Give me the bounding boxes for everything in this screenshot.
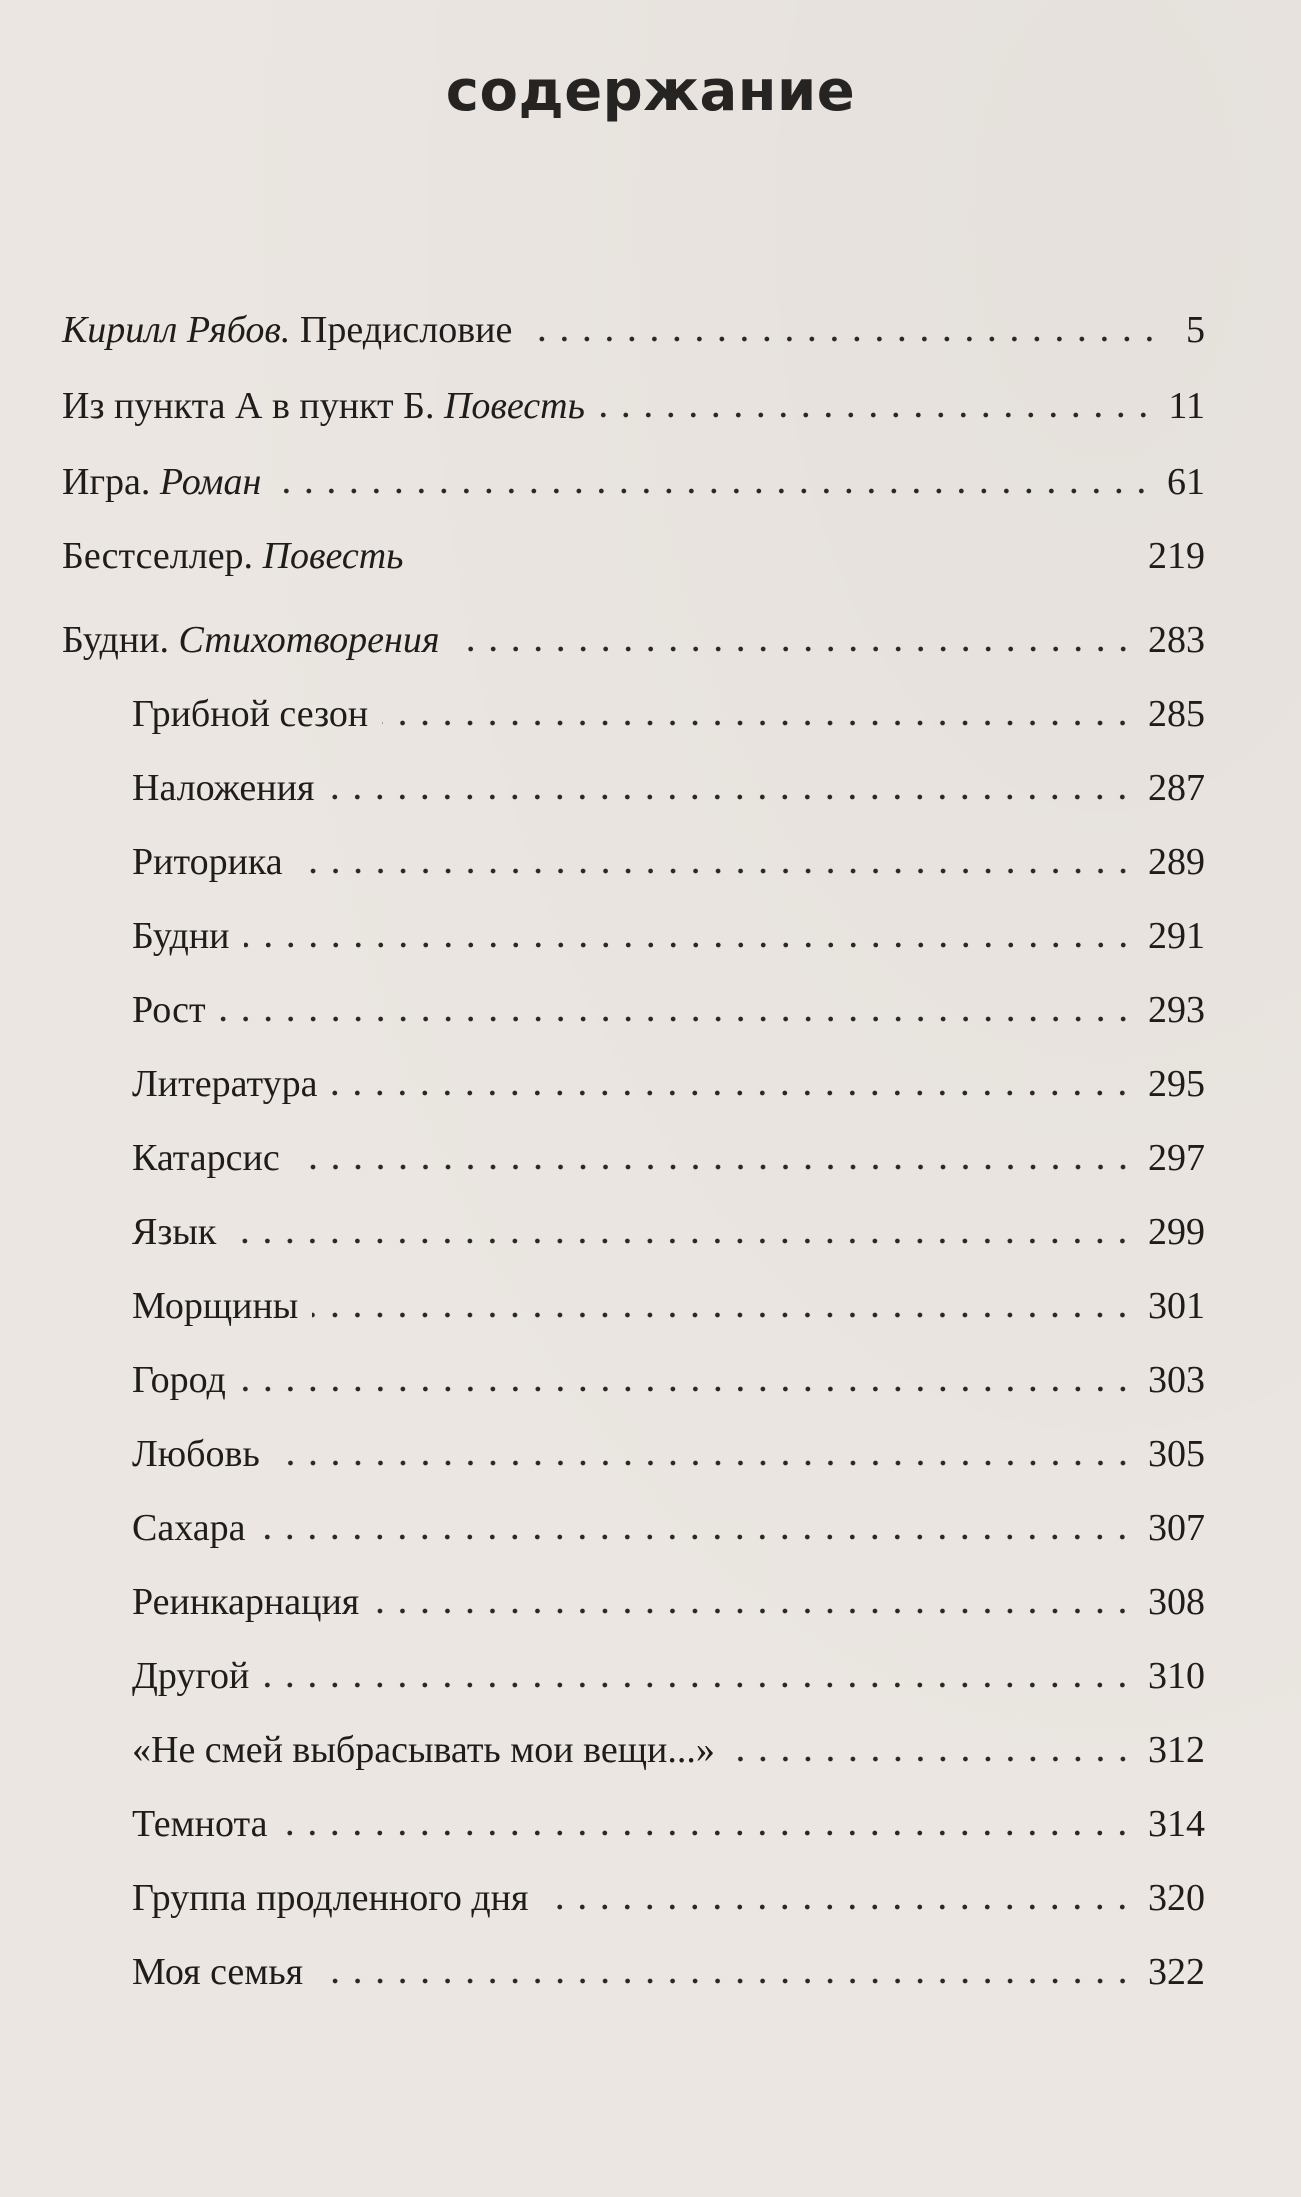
- toc-entry-page: 301: [1148, 1285, 1205, 1327]
- toc-entry-text: [62, 530, 403, 582]
- toc-entry-title: Любовь: [132, 1433, 260, 1475]
- toc-entry-page: 283: [1148, 619, 1205, 661]
- dot-leader: [244, 942, 1135, 948]
- toc-entry-title: Грибной сезон: [132, 693, 369, 735]
- toc-entry-title: Темнота: [132, 1803, 268, 1845]
- toc-entry-title: Группа продленного дня: [132, 1877, 529, 1919]
- toc-entry-page: 320: [1148, 1877, 1205, 1919]
- toc-entry: [62, 530, 1205, 582]
- toc-entry-page: 310: [1148, 1655, 1205, 1697]
- toc-entry: [132, 762, 1205, 814]
- toc-entry: [132, 1280, 1205, 1332]
- toc-entry-text: [62, 456, 261, 508]
- toc-entry-page: 312: [1148, 1729, 1205, 1771]
- toc-entry: [132, 1502, 1205, 1554]
- dot-leader: [220, 1016, 1134, 1022]
- dot-leader: [382, 720, 1134, 726]
- toc-entry: [132, 984, 1205, 1036]
- toc-entry: [132, 1798, 1205, 1850]
- toc-entry-title: Другой: [132, 1655, 250, 1697]
- toc-entry-title: Предисловие: [290, 309, 513, 351]
- dot-leader: [275, 488, 1153, 494]
- toc-entry-genre: Стихотворения: [169, 619, 440, 661]
- toc-entry-genre: Роман: [150, 461, 262, 503]
- toc-entry-text: [62, 380, 585, 432]
- dot-leader: [328, 794, 1134, 800]
- toc-entry-page: 11: [1168, 385, 1205, 427]
- dot-leader: [274, 1460, 1134, 1466]
- toc-entry: [62, 614, 1205, 666]
- dot-leader: [259, 1534, 1134, 1540]
- toc-entry: [62, 380, 1205, 432]
- toc-entry-title: Из пункта А в пункт Б.: [62, 385, 435, 427]
- toc-entry-title: Рост: [132, 989, 206, 1031]
- toc-entry: [132, 1724, 1205, 1776]
- dot-leader: [599, 412, 1155, 418]
- toc-entry-title: Реинкарнация: [132, 1581, 360, 1623]
- dot-leader: [317, 1978, 1134, 1984]
- toc-entry: [132, 1946, 1205, 1998]
- dot-leader: [294, 1164, 1134, 1170]
- toc-entry-title: Сахара: [132, 1507, 246, 1549]
- toc-entry-text: [62, 304, 512, 356]
- toc-entry-title: Катарсис: [132, 1137, 280, 1179]
- toc-entry-page: 299: [1148, 1211, 1205, 1253]
- toc-entry-title: Игра.: [62, 461, 151, 503]
- toc-entry-title: Город: [132, 1359, 226, 1401]
- dot-leader: [297, 868, 1134, 874]
- toc-entry-page: 61: [1167, 461, 1205, 503]
- toc-entry: [62, 456, 1205, 508]
- toc-entry-page: 303: [1148, 1359, 1205, 1401]
- toc-entry-title: Бестселлер.: [62, 535, 254, 577]
- toc-entry-title: Язык: [132, 1211, 217, 1253]
- toc-entry-page: 322: [1148, 1951, 1205, 1993]
- toc-entry: [132, 1058, 1205, 1110]
- toc-entry-title: Наложения: [132, 767, 315, 809]
- toc-entry-text: [62, 614, 440, 666]
- toc-entry-page: 308: [1148, 1581, 1205, 1623]
- toc-entry-page: 285: [1148, 693, 1205, 735]
- dot-leader: [454, 646, 1134, 652]
- dot-leader: [230, 1238, 1134, 1244]
- toc-entry-page: 289: [1148, 841, 1205, 883]
- toc-entry-title: Морщины: [132, 1285, 299, 1327]
- toc-entry-title: Литература: [132, 1063, 318, 1105]
- toc-entry: [132, 1206, 1205, 1258]
- toc-entry-title: «Не смей выбрасывать мои вещи...»: [132, 1729, 715, 1771]
- toc-entry-title: Моя семья: [132, 1951, 304, 1993]
- toc-entry: [132, 1650, 1205, 1702]
- toc-entry-title: Будни: [132, 915, 230, 957]
- dot-leader: [240, 1386, 1134, 1392]
- toc-entry: [132, 1354, 1205, 1406]
- dot-leader: [312, 1312, 1134, 1318]
- toc-entry-page: 314: [1148, 1803, 1205, 1845]
- toc-entry-page: 291: [1148, 915, 1205, 957]
- dot-leader: [263, 1682, 1134, 1688]
- toc-entry: [132, 1576, 1205, 1628]
- toc-entry: [132, 688, 1205, 740]
- toc-entry-page: 5: [1186, 309, 1205, 351]
- toc-entry: [132, 910, 1205, 962]
- toc-entry-page: 219: [1148, 535, 1205, 577]
- toc-entry-page: 287: [1148, 767, 1205, 809]
- toc-entry-page: 297: [1148, 1137, 1205, 1179]
- toc-entry: [132, 1132, 1205, 1184]
- toc-entry-page: 295: [1148, 1063, 1205, 1105]
- page-title: содержание: [445, 59, 856, 124]
- dot-leader: [526, 336, 1161, 342]
- toc-entry-page: 293: [1148, 989, 1205, 1031]
- toc-entry-genre: Повесть: [434, 385, 585, 427]
- dot-leader: [729, 1756, 1134, 1762]
- toc-entry-genre: Повесть: [253, 535, 404, 577]
- toc-entry: [132, 836, 1205, 888]
- dot-leader: [542, 1904, 1134, 1910]
- toc-entry-title: Риторика: [132, 841, 283, 883]
- toc-entry-title: Будни.: [62, 619, 169, 661]
- toc-entry: [132, 1872, 1205, 1924]
- toc-entry: [132, 1428, 1205, 1480]
- dot-leader: [281, 1830, 1134, 1836]
- dot-leader: [331, 1090, 1134, 1096]
- toc-entry: [62, 304, 1205, 356]
- toc-entry-page: 305: [1148, 1433, 1205, 1475]
- toc-entry-page: 307: [1148, 1507, 1205, 1549]
- toc-entry-author: Кирилл Рябов.: [62, 309, 291, 351]
- dot-leader: [373, 1608, 1134, 1614]
